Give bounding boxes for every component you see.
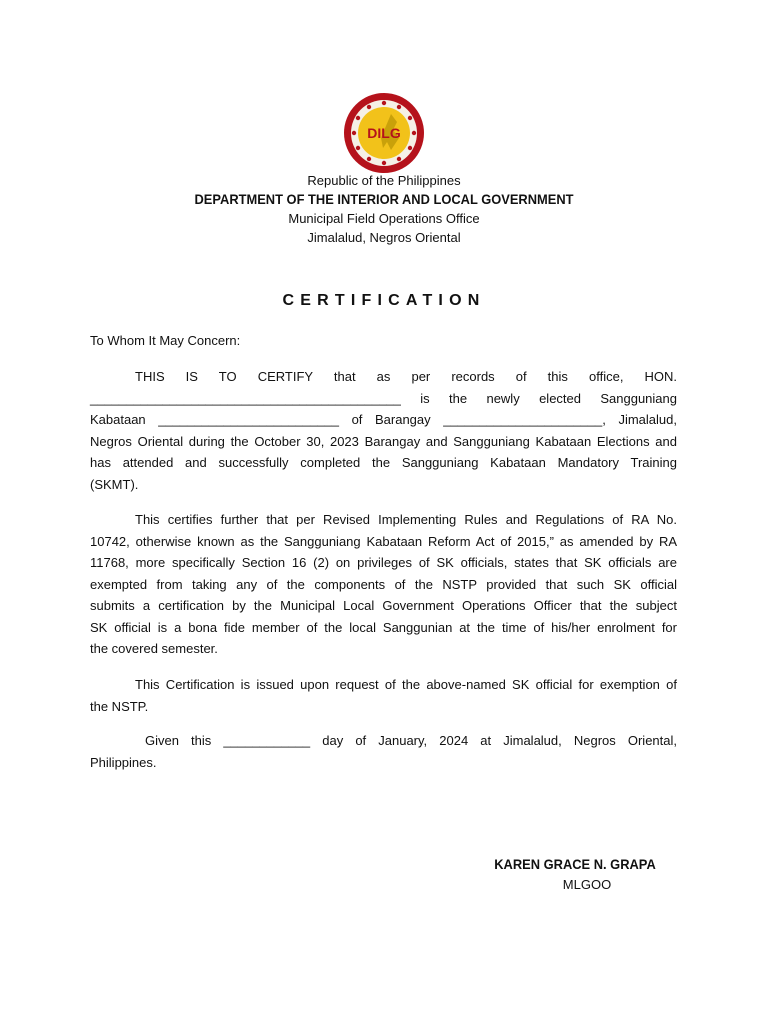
paragraph-line: 10742, otherwise known as the Sangguniang Kabataan Reform Act of 2015,” as amended by RA [90, 533, 677, 549]
paragraph-line: SK official is a bona fide member of the local Sanggunian at the time of his/her enrolment for [90, 619, 677, 635]
office-heading: Municipal Field Operations Office [288, 211, 480, 226]
paragraph-line: Negros Oriental during the October 30, 2023 Barangay and Sangguniang Kabataan Elections and [90, 433, 677, 449]
paragraph-line: the covered semester. [90, 641, 218, 656]
paragraph-given [90, 730, 677, 773]
paragraph-further [90, 509, 677, 660]
signatory-position: MLGOO [562, 877, 612, 892]
paragraph-line: THIS IS TO CERTIFY that as per records of this office, HON. [135, 369, 677, 384]
paragraph-issued [90, 674, 677, 717]
salutation: To Whom It May Concern: [90, 333, 241, 348]
paragraph-line: the NSTP. [90, 698, 149, 714]
paragraph-line: ___________________________________________ is the newly elected Sangguniang [90, 390, 677, 406]
document-title: CERTIFICATION [282, 292, 486, 309]
department-heading: DEPARTMENT OF THE INTERIOR AND LOCAL GOVERNMENT [194, 191, 574, 207]
paragraph-line: This Certification is issued upon request of the above-named SK official for exemption of [135, 677, 677, 692]
paragraph-line: (SKMT). [90, 476, 139, 492]
paragraph-line: Kabataan _________________________ of Barangay ______________________, Jimalalud, [90, 412, 677, 427]
paragraph-line: Philippines. [90, 754, 157, 770]
dilg-seal-logo [343, 92, 425, 174]
paragraph-line: 11768, more specifically Section 16 (2) on privileges of SK officials, states that SK officials are [90, 555, 677, 570]
paragraph-certify [90, 366, 677, 495]
republic-heading: Republic of the Philippines [307, 173, 461, 188]
paragraph-line: exempted from taking any of the components of the NSTP provided that such SK official [90, 576, 677, 592]
paragraph-line: submits a certification by the Municipal Local Government Operations Officer that the subject [90, 598, 677, 613]
signatory-name: KAREN GRACE N. GRAPA [494, 856, 656, 872]
paragraph-line: Given this ____________ day of January, 2024 at Jimalalud, Negros Oriental, [145, 733, 677, 748]
location-heading: Jimalalud, Negros Oriental [307, 230, 461, 245]
paragraph-line: This certifies further that per Revised Implementing Rules and Regulations of RA No. [135, 512, 677, 527]
paragraph-line: has attended and successfully completed the Sangguniang Kabataan Mandatory Training [90, 455, 677, 470]
logo-text: DILG [367, 125, 401, 141]
